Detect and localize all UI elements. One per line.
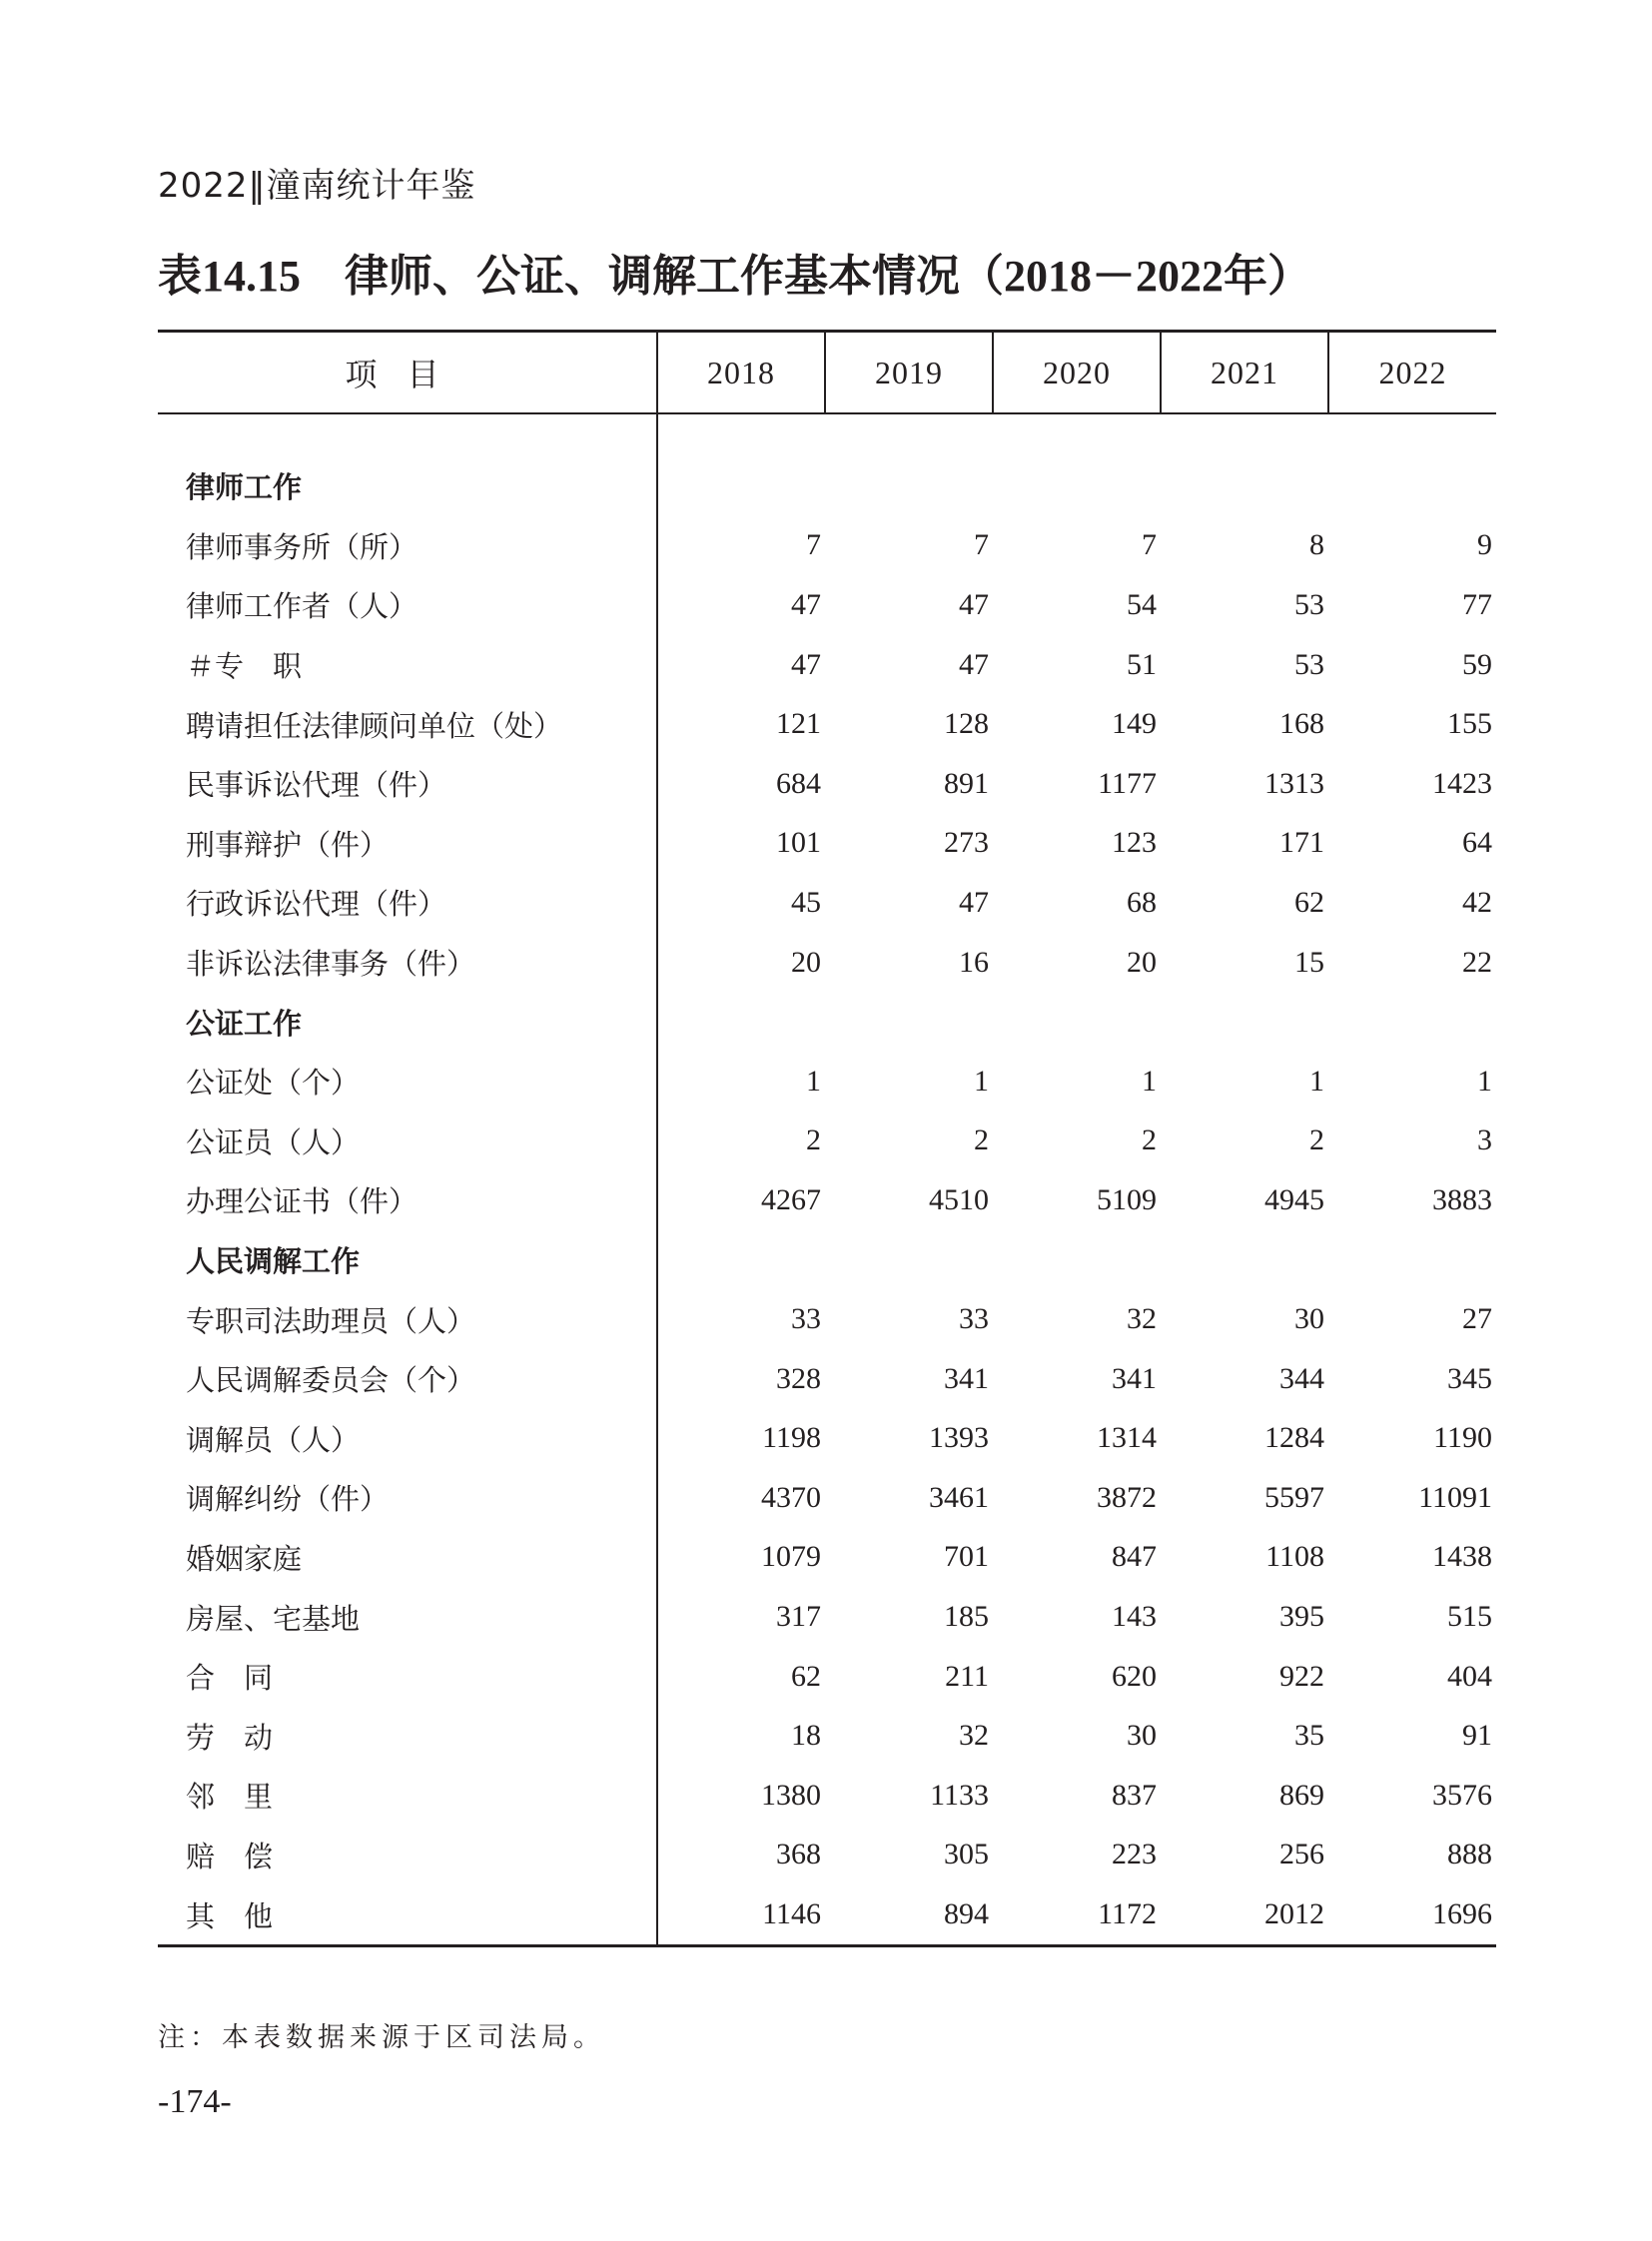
year-column-header: 2022: [1328, 332, 1496, 414]
table-row: [158, 1766, 1496, 1826]
value-cell: 1177: [1098, 766, 1157, 800]
value-cell: 2: [806, 1123, 821, 1157]
value-cell: [825, 456, 993, 516]
value-cell: 123: [1112, 826, 1157, 860]
table-row: [158, 1826, 1496, 1885]
value-cell: 68: [1127, 885, 1157, 919]
value-cell: 121: [776, 707, 821, 741]
value-cell: 53: [1294, 647, 1324, 681]
table-row: [158, 516, 1496, 576]
value-cell: 42: [1462, 885, 1492, 919]
row-label: 民事诉讼代理（件）: [158, 754, 657, 814]
table-row: [158, 1528, 1496, 1588]
value-cell: 171: [1279, 826, 1324, 860]
table-header-row: [158, 332, 1496, 414]
value-cell: [657, 456, 825, 516]
row-label: 合 同: [158, 1647, 657, 1707]
section-row: [158, 456, 1496, 516]
table-row: [158, 694, 1496, 754]
value-cell: 18: [791, 1719, 821, 1753]
value-cell: 143: [1112, 1600, 1157, 1634]
value-cell: 1438: [1432, 1540, 1492, 1574]
value-cell: 7: [974, 528, 989, 562]
table-row: [158, 873, 1496, 933]
value-cell: [657, 992, 825, 1052]
value-cell: 223: [1112, 1838, 1157, 1871]
source-note: 注：本表数据来源于区司法局。: [158, 2022, 605, 2053]
value-cell: 869: [1279, 1778, 1324, 1812]
value-cell: 45: [791, 885, 821, 919]
value-cell: 404: [1447, 1659, 1492, 1693]
table-title: 表14.15 律师、公证、调解工作基本情况（2018－2022年）: [158, 252, 1311, 301]
value-cell: 11091: [1418, 1480, 1492, 1514]
table-row: [158, 635, 1496, 695]
value-cell: [1328, 456, 1496, 516]
value-cell: 305: [944, 1838, 989, 1871]
row-label: 邻 里: [158, 1766, 657, 1826]
table-row: [158, 1468, 1496, 1528]
value-cell: 30: [1294, 1302, 1324, 1336]
section-heading: 人民调解工作: [158, 1230, 657, 1290]
value-cell: 1198: [762, 1421, 821, 1455]
value-cell: 77: [1462, 587, 1492, 621]
row-label: 赔 偿: [158, 1826, 657, 1885]
value-cell: 837: [1112, 1778, 1157, 1812]
value-cell: 3576: [1432, 1778, 1492, 1812]
value-cell: 891: [944, 766, 989, 800]
value-cell: 2: [1309, 1123, 1324, 1157]
value-cell: 7: [1142, 528, 1157, 562]
value-cell: 341: [1112, 1361, 1157, 1395]
value-cell: [993, 456, 1161, 516]
item-column-header: 项目: [158, 332, 657, 414]
year-column-header: 2020: [993, 332, 1161, 414]
value-cell: 5109: [1097, 1182, 1157, 1216]
value-cell: 62: [1294, 885, 1324, 919]
value-cell: 47: [959, 587, 989, 621]
row-label: 婚姻家庭: [158, 1528, 657, 1588]
value-cell: 894: [944, 1897, 989, 1931]
value-cell: 888: [1447, 1838, 1492, 1871]
table-row: [158, 1052, 1496, 1112]
value-cell: 16: [959, 945, 989, 979]
value-cell: 47: [959, 885, 989, 919]
value-cell: 1146: [762, 1897, 821, 1931]
value-cell: 701: [944, 1540, 989, 1574]
row-label: ＃专 职: [158, 635, 657, 695]
row-label: 公证处（个）: [158, 1052, 657, 1112]
value-cell: 155: [1447, 707, 1492, 741]
value-cell: 922: [1279, 1659, 1324, 1693]
value-cell: 59: [1462, 647, 1492, 681]
value-cell: [825, 992, 993, 1052]
value-cell: 4510: [929, 1182, 989, 1216]
running-header: 2022‖潼南统计年鉴: [158, 166, 476, 206]
row-label: 公证员（人）: [158, 1112, 657, 1171]
row-label: 刑事辩护（件）: [158, 814, 657, 874]
value-cell: 22: [1462, 945, 1492, 979]
value-cell: 2: [974, 1123, 989, 1157]
row-label: 办理公证书（件）: [158, 1170, 657, 1230]
value-cell: 1172: [1098, 1897, 1157, 1931]
table-spacer-row: [158, 413, 1496, 456]
value-cell: 5597: [1264, 1480, 1324, 1514]
value-cell: 8: [1309, 528, 1324, 562]
table-body: [158, 413, 1496, 1945]
value-cell: 149: [1112, 707, 1157, 741]
table-row: [158, 1409, 1496, 1469]
value-cell: 3883: [1432, 1182, 1492, 1216]
table-row: [158, 1289, 1496, 1349]
value-cell: 317: [776, 1600, 821, 1634]
section-row: [158, 1230, 1496, 1290]
value-cell: 345: [1447, 1361, 1492, 1395]
value-cell: 91: [1462, 1719, 1492, 1753]
value-cell: 515: [1447, 1600, 1492, 1634]
value-cell: 1380: [761, 1778, 821, 1812]
value-cell: 1: [1142, 1064, 1157, 1098]
value-cell: 4267: [761, 1182, 821, 1216]
table-row: [158, 933, 1496, 993]
row-label: 劳 动: [158, 1706, 657, 1766]
row-label: 律师工作者（人）: [158, 575, 657, 635]
value-cell: 15: [1294, 945, 1324, 979]
value-cell: 1: [1309, 1064, 1324, 1098]
table-row: [158, 575, 1496, 635]
row-label: 房屋、宅基地: [158, 1587, 657, 1647]
row-label: 律师事务所（所）: [158, 516, 657, 576]
section-heading: 公证工作: [158, 992, 657, 1052]
value-cell: 30: [1127, 1719, 1157, 1753]
page-number: -174-: [158, 2083, 232, 2120]
value-cell: 47: [791, 647, 821, 681]
value-cell: 53: [1294, 587, 1324, 621]
statistics-table: [158, 330, 1496, 1947]
value-cell: 1190: [1433, 1421, 1492, 1455]
section-row: [158, 992, 1496, 1052]
value-cell: 1393: [929, 1421, 989, 1455]
value-cell: [993, 1230, 1161, 1290]
value-cell: 62: [791, 1659, 821, 1693]
value-cell: 54: [1127, 587, 1157, 621]
value-cell: 33: [791, 1302, 821, 1336]
value-cell: 3: [1477, 1123, 1492, 1157]
year-column-header: 2021: [1161, 332, 1328, 414]
value-cell: [1328, 992, 1496, 1052]
value-cell: 1: [974, 1064, 989, 1098]
value-cell: 168: [1279, 707, 1324, 741]
section-heading: 律师工作: [158, 456, 657, 516]
table-row: [158, 1587, 1496, 1647]
value-cell: [657, 1230, 825, 1290]
value-cell: 1133: [930, 1778, 989, 1812]
value-cell: 4370: [761, 1480, 821, 1514]
row-label: 聘请担任法律顾问单位（处）: [158, 694, 657, 754]
value-cell: 1313: [1264, 766, 1324, 800]
value-cell: 4945: [1264, 1182, 1324, 1216]
value-cell: [825, 1230, 993, 1290]
value-cell: 256: [1279, 1838, 1324, 1871]
value-cell: 1: [806, 1064, 821, 1098]
table-row: [158, 1349, 1496, 1409]
value-cell: [1161, 456, 1328, 516]
value-cell: 9: [1477, 528, 1492, 562]
row-label: 人民调解委员会（个）: [158, 1349, 657, 1409]
value-cell: 211: [945, 1659, 989, 1693]
table-row: [158, 1112, 1496, 1171]
value-cell: 101: [776, 826, 821, 860]
table-row: [158, 1706, 1496, 1766]
value-cell: 328: [776, 1361, 821, 1395]
value-cell: 1079: [761, 1540, 821, 1574]
value-cell: 1: [1477, 1064, 1492, 1098]
table-row: [158, 1884, 1496, 1945]
value-cell: 20: [1127, 945, 1157, 979]
value-cell: 1284: [1264, 1421, 1324, 1455]
value-cell: 1314: [1097, 1421, 1157, 1455]
statistics-table-container: [158, 330, 1496, 1947]
value-cell: 620: [1112, 1659, 1157, 1693]
value-cell: [1328, 1230, 1496, 1290]
value-cell: 33: [959, 1302, 989, 1336]
value-cell: 27: [1462, 1302, 1492, 1336]
row-label: 调解员（人）: [158, 1409, 657, 1469]
value-cell: 7: [806, 528, 821, 562]
table-row: [158, 814, 1496, 874]
value-cell: 35: [1294, 1719, 1324, 1753]
value-cell: 2012: [1264, 1897, 1324, 1931]
value-cell: 1696: [1432, 1897, 1492, 1931]
value-cell: 3872: [1097, 1480, 1157, 1514]
row-label: 其 他: [158, 1884, 657, 1945]
value-cell: 64: [1462, 826, 1492, 860]
value-cell: [1161, 992, 1328, 1052]
value-cell: 47: [959, 647, 989, 681]
value-cell: 47: [791, 587, 821, 621]
value-cell: 1108: [1265, 1540, 1324, 1574]
value-cell: 684: [776, 766, 821, 800]
value-cell: 341: [944, 1361, 989, 1395]
value-cell: 368: [776, 1838, 821, 1871]
year-column-header: 2018: [657, 332, 825, 414]
table-row: [158, 1170, 1496, 1230]
value-cell: 1423: [1432, 766, 1492, 800]
value-cell: 3461: [929, 1480, 989, 1514]
row-label: 行政诉讼代理（件）: [158, 873, 657, 933]
value-cell: 273: [944, 826, 989, 860]
value-cell: 2: [1142, 1123, 1157, 1157]
value-cell: [1161, 1230, 1328, 1290]
value-cell: 128: [944, 707, 989, 741]
value-cell: 395: [1279, 1600, 1324, 1634]
value-cell: 185: [944, 1600, 989, 1634]
row-label: 调解纠纷（件）: [158, 1468, 657, 1528]
table-row: [158, 1647, 1496, 1707]
value-cell: [993, 992, 1161, 1052]
year-column-header: 2019: [825, 332, 993, 414]
value-cell: 344: [1279, 1361, 1324, 1395]
table-row: [158, 754, 1496, 814]
value-cell: 847: [1112, 1540, 1157, 1574]
value-cell: 20: [791, 945, 821, 979]
value-cell: 32: [959, 1719, 989, 1753]
value-cell: 51: [1127, 647, 1157, 681]
row-label: 非诉讼法律事务（件）: [158, 933, 657, 993]
value-cell: 32: [1127, 1302, 1157, 1336]
row-label: 专职司法助理员（人）: [158, 1289, 657, 1349]
